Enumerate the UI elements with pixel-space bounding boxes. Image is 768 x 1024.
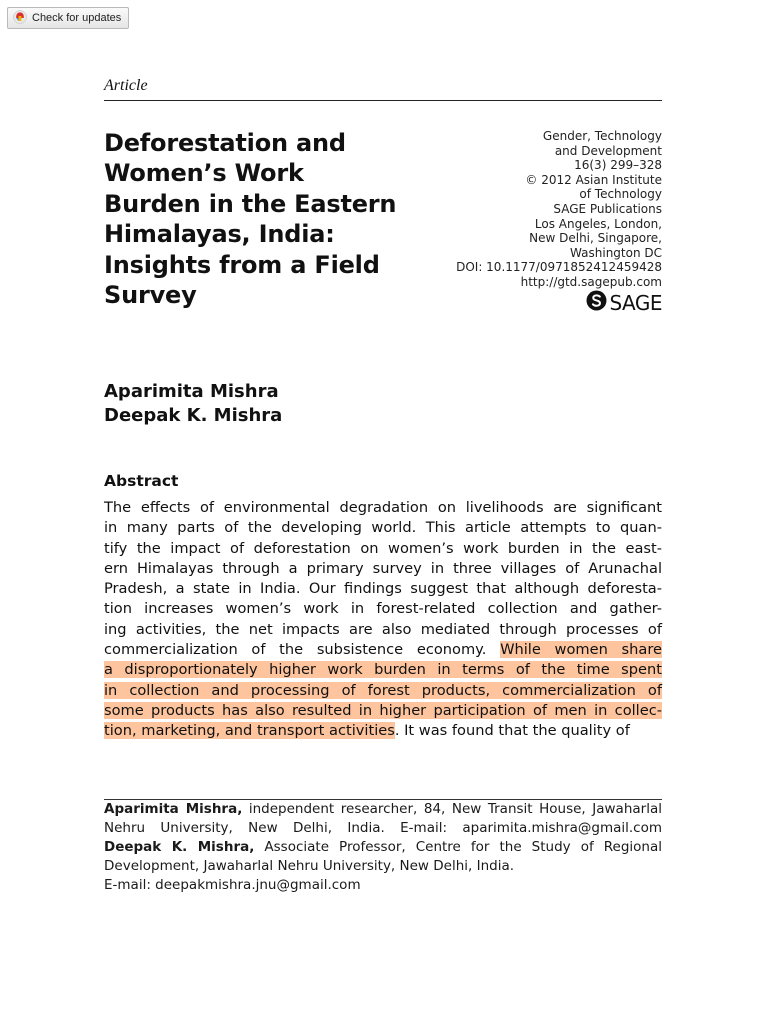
affiliation-line: Aparimita Mishra, independent researcher, 84, New Transit House, Jawaharlal	[104, 801, 662, 817]
doi-line: DOI: 10.1177/0971852412459428	[456, 260, 662, 275]
title-line: Survey	[104, 281, 197, 310]
abstract-line	[104, 681, 662, 701]
abstract-line: The effects of environmental degradation on livelihoods are significant	[104, 499, 662, 516]
header-rule	[104, 100, 662, 101]
abstract-line	[104, 701, 662, 721]
journal-info-line: 16(3) 299–328	[574, 158, 662, 173]
abstract-line	[104, 660, 662, 680]
affiliation-line: Deepak K. Mishra, Associate Professor, Centre for the Study of Regional	[104, 839, 662, 855]
journal-info	[456, 129, 662, 290]
sage-logo-text: SAGE	[609, 291, 662, 315]
journal-info-line: and Development	[554, 143, 662, 158]
journal-info-line: © 2012 Asian Institute	[525, 172, 662, 187]
journal-url[interactable]: http://gtd.sagepub.com	[520, 274, 662, 289]
journal-info-line: New Delhi, Singapore,	[529, 231, 662, 246]
highlighted-text: tion, marketing, and transport activities	[104, 722, 395, 740]
sage-s-icon	[586, 290, 607, 316]
journal-info-line: Gender, Technology	[542, 129, 662, 143]
abstract-line: ing activities, the net impacts are also mediated through processes of	[104, 620, 662, 638]
affiliation-line: Nehru University, New Delhi, India. E-mail: aparimita.mishra@gmail.com	[104, 820, 662, 836]
crossmark-icon	[13, 10, 27, 27]
article-type-label: Article	[104, 77, 148, 94]
author-name: Aparimita Mishra	[104, 381, 279, 402]
abstract-line: tion, marketing, and transport activities. It was found that the quality of	[104, 722, 630, 740]
highlighted-text: While women share	[500, 641, 662, 659]
check-for-updates-label: Check for updates	[32, 12, 122, 24]
sage-logo	[586, 290, 662, 316]
title-line: Women’s Work	[104, 159, 304, 188]
affiliation-line: Development, Jawaharlal Nehru University, New Delhi, India.	[104, 858, 515, 874]
title-line: Deforestation and	[104, 129, 346, 157]
journal-info-line: Washington DC	[570, 245, 662, 260]
title-line: Insights from a Field	[104, 250, 380, 279]
author-affiliations	[104, 800, 662, 895]
highlighted-text: a disproportionately higher work burden in terms of the time spent	[104, 661, 662, 679]
journal-info-line: Los Angeles, London,	[534, 216, 662, 231]
journal-info-line: of Technology	[579, 187, 662, 202]
abstract-line: Pradesh, a state in India. Our findings suggest that although deforesta-	[104, 580, 662, 598]
abstract-line: commercialization of the subsistence economy. While women share	[104, 641, 662, 659]
affiliation-line: E-mail: deepakmishra.jnu@gmail.com	[104, 877, 361, 893]
article-title	[104, 128, 439, 310]
check-for-updates-button[interactable]	[7, 7, 129, 29]
abstract-line: tify the impact of deforestation on women’s work burden in the east-	[104, 539, 662, 557]
highlighted-text: some products has also resulted in higher participation of men in collec-	[104, 701, 662, 719]
abstract-body	[104, 498, 662, 742]
journal-info-line: SAGE Publications	[553, 201, 662, 216]
title-line: Burden in the Eastern	[104, 189, 397, 218]
abstract-line: tion increases women’s work in forest-related collection and gather-	[104, 600, 662, 618]
highlighted-text: in collection and processing of forest products, commercialization of	[104, 681, 662, 699]
author-list	[104, 380, 282, 428]
abstract-line: ern Himalayas through a primary survey in three villages of Arunachal	[104, 559, 662, 577]
author-name: Deepak K. Mishra	[104, 405, 283, 426]
title-line: Himalayas, India:	[104, 220, 335, 249]
abstract-line: in many parts of the developing world. This article attempts to quan-	[104, 519, 662, 537]
abstract-heading: Abstract	[104, 472, 179, 490]
